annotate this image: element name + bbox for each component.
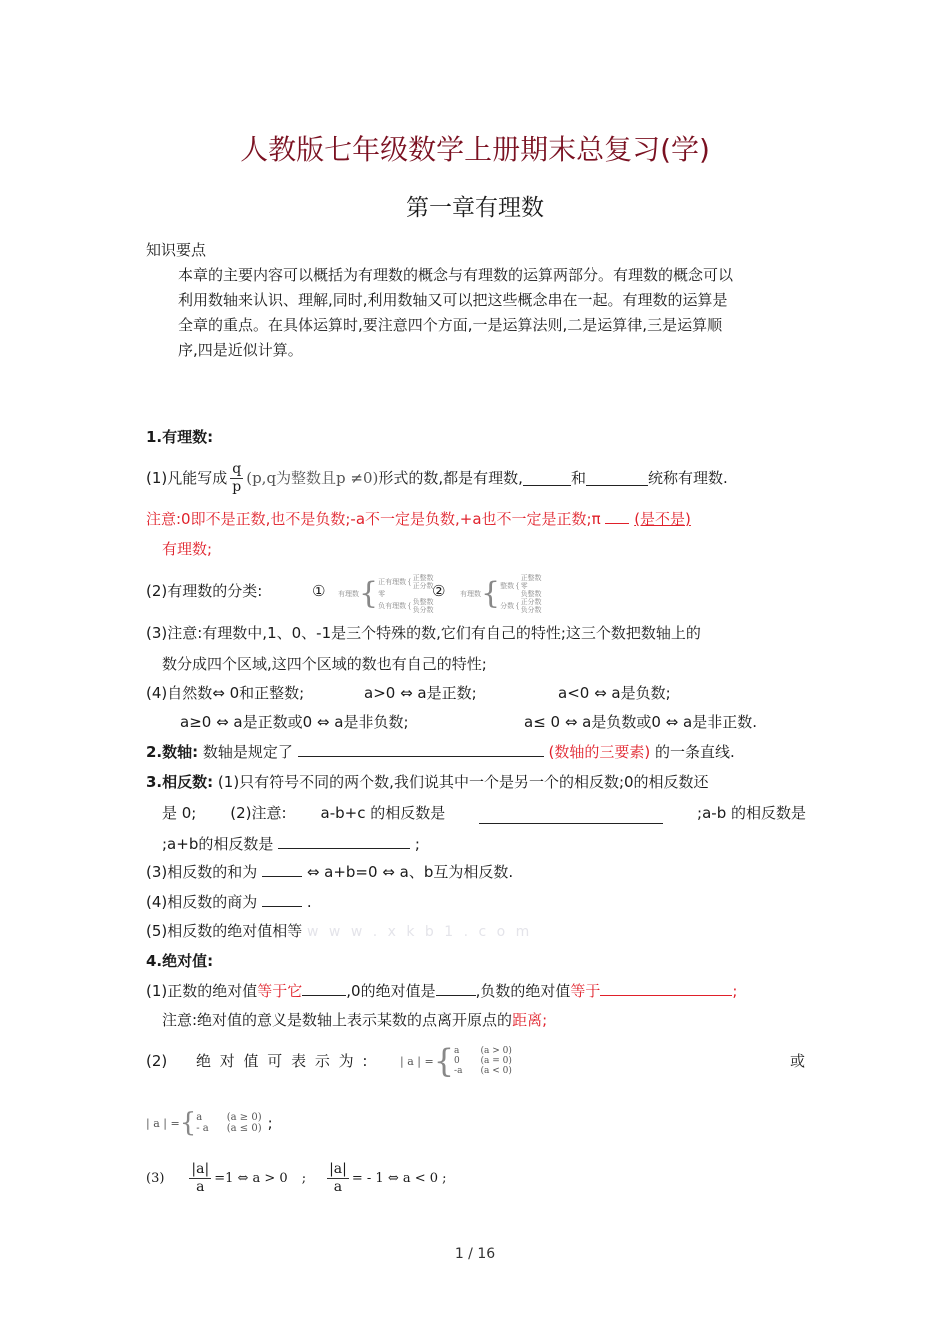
s2-end: 的一条直线. — [655, 743, 735, 761]
class1-b: 负有理数 — [378, 602, 407, 610]
s3-line2d: ;a-b 的相反数是 — [697, 804, 806, 822]
s1-p1-end: 统称有理数. — [647, 469, 728, 487]
section-3-line-3 — [162, 833, 420, 855]
s3-line2b: (2)注意: — [230, 804, 287, 822]
fraction-denominator: a — [196, 1178, 205, 1195]
circle-1: ① — [312, 582, 326, 600]
chapter-title: 第一章有理数 — [406, 195, 544, 221]
section-2 — [146, 741, 735, 763]
s4-p3-sep: ; — [301, 1170, 307, 1186]
class2-a2: 零 — [520, 582, 528, 590]
abs-formula-1 — [400, 1042, 512, 1080]
case2-1: a — [196, 1112, 203, 1123]
blank-ab[interactable] — [278, 833, 410, 849]
s4-p1a: (1)正数的绝对值 — [146, 982, 258, 1000]
fraction-abs-a-over-a — [189, 1161, 211, 1196]
abs2-lhs: | a | = — [146, 1116, 180, 1130]
case-2: 0 — [454, 1056, 460, 1066]
s3-p4 — [146, 891, 312, 913]
s1-p4-line-2b: a≤ 0 ⇔ a是负数或0 ⇔ a是非正数. — [524, 713, 757, 731]
class2-b2: 负分数 — [520, 606, 542, 614]
s1-p4-line-2a: a≥0 ⇔ a是正数或0 ⇔ a是非负数; — [180, 713, 409, 731]
class2-a3: 负整数 — [520, 590, 542, 598]
case-3: -a — [454, 1066, 463, 1076]
intro-line-3: 全章的重点。在具体运算时,要注意四个方面,一是运算法则,二是运算律,三是运算顺 — [178, 316, 723, 334]
section-4-heading: 4.绝对值: — [146, 952, 214, 970]
s3-p3 — [146, 861, 513, 883]
class1-b1: 负整数 — [412, 598, 434, 606]
classification-1: 有理数 { 正有理数 { 正整数 正分数 零 负有理数 { 负整数 负分数 — [338, 574, 434, 614]
s4-p2-label: (2) — [146, 1052, 168, 1070]
class2-a: 整数 — [500, 582, 515, 590]
page-title: 人教版七年级数学上册期末总复习(学) — [240, 133, 710, 166]
cond-2: (a = 0) — [480, 1056, 512, 1066]
s2-text: 数轴是规定了 — [202, 743, 293, 761]
blank-sum[interactable] — [262, 861, 302, 877]
blank-quotient[interactable] — [262, 891, 302, 907]
intro-line-1: 本章的主要内容可以概括为有理数的概念与有理数的运算两部分。有理数的概念可以 — [178, 266, 734, 284]
blank-axis[interactable] — [298, 741, 544, 757]
fraction-numerator: |a| — [329, 1160, 347, 1177]
s4-p2-or: 或 — [790, 1052, 806, 1070]
blank-pi[interactable] — [605, 508, 629, 524]
s4-note-a: 注意:绝对值的意义是数轴上表示某数的点离开原点的 — [162, 1011, 513, 1029]
s4-p1f: ; — [732, 982, 738, 1000]
cond-1: (a > 0) — [480, 1046, 512, 1056]
s3-p3a: (3)相反数的和为 — [146, 863, 258, 881]
s3-p4a: (4)相反数的商为 — [146, 893, 258, 911]
s4-p1d: ,负数的绝对值 — [475, 982, 571, 1000]
intro-line-4: 序,四是近似计算。 — [178, 341, 303, 359]
class2-b: 分数 — [500, 602, 515, 610]
s4-p1 — [146, 980, 737, 1002]
class1-zero: 零 — [378, 590, 386, 598]
circle-2: ② — [432, 582, 446, 600]
class1-a1: 正整数 — [412, 574, 434, 582]
class1-a: 正有理数 — [378, 578, 407, 586]
s2-paren: (数轴的三要素) — [548, 743, 651, 761]
s1-p4-line-1c: a<0 ⇔ a是负数; — [558, 684, 671, 702]
blank-abc[interactable] — [479, 808, 663, 824]
intro-label: 知识要点 — [146, 241, 207, 259]
s3-line3a: ;a+b的相反数是 — [162, 835, 274, 853]
section-3-heading: 3.相反数: — [146, 773, 214, 791]
blank-1[interactable] — [523, 470, 571, 486]
section-3-line-2 — [162, 802, 806, 824]
s1-note-line-1 — [146, 508, 691, 530]
s1-p4-line-1a: (4)自然数⇔ 0和正整数; — [146, 684, 305, 702]
class1-root: 有理数 — [338, 590, 359, 598]
cond-3: (a < 0) — [480, 1066, 512, 1076]
class2-a1: 正整数 — [520, 574, 542, 582]
fraction-abs-a-over-a-2 — [327, 1161, 349, 1196]
s4-p2-text: 绝 对 值 可 表 示 为 : — [196, 1052, 370, 1070]
s1-note-line-2: 有理数; — [162, 540, 213, 558]
class2-b1: 正分数 — [520, 598, 542, 606]
s1-note-paren: (是不是) — [634, 510, 691, 528]
s1-note-text: 注意:0即不是正数,也不是负数;-a不一定是负数,+a也不一定是正数;π — [146, 510, 601, 528]
s4-note — [162, 1009, 547, 1031]
s1-p4-line-1b: a>0 ⇔ a是正数; — [364, 684, 477, 702]
section-1-heading: 1.有理数: — [146, 428, 214, 446]
s1-p3-line-1: (3)注意:有理数中,1、0、-1是三个特殊的数,它们有自己的特性;这三个数把数轴上的 — [146, 624, 701, 642]
s1-p1-condition: (p,q为整数且p ≠0) — [246, 469, 379, 487]
s3-line2a: 是 0; — [162, 804, 197, 822]
s1-p1-mid: 形式的数,都是有理数, — [378, 469, 523, 487]
s4-p3-label: (3) — [146, 1170, 165, 1186]
s3-p4b: . — [306, 893, 312, 911]
blank-pos-abs[interactable] — [302, 980, 346, 996]
brace-icon: { — [179, 1108, 197, 1138]
s1-p1 — [146, 458, 728, 498]
cond2-2: (a ≤ 0) — [226, 1123, 262, 1134]
fraction-denominator: p — [232, 478, 242, 495]
s1-p3-line-2: 数分成四个区域,这四个区域的数也有自己的特性; — [162, 655, 487, 673]
blank-2[interactable] — [586, 470, 648, 486]
brace-icon: { — [359, 576, 379, 611]
s4-note-b: 距离 — [512, 1011, 543, 1029]
s3-p5 — [146, 920, 532, 943]
fraction-numerator: |a| — [191, 1160, 210, 1177]
classification-2: 有理数 { 整数 { 正整数 零 负整数 分数 { 正分数 负分数 — [460, 574, 542, 614]
blank-zero-abs[interactable] — [436, 980, 476, 996]
s3-p5-text: (5)相反数的绝对值相等 — [146, 922, 303, 940]
s4-p1e: 等于 — [570, 982, 601, 1000]
s3-line1: (1)只有符号不同的两个数,我们说其中一个是另一个的相反数;0的相反数还 — [217, 773, 709, 791]
brace-icon: { — [481, 576, 501, 611]
fraction-numerator: q — [232, 460, 242, 477]
s1-p1-prefix: (1)凡能写成 — [146, 469, 228, 487]
abs2-end: ; — [267, 1114, 273, 1132]
s3-line2c: a-b+c 的相反数是 — [320, 804, 446, 822]
s3-line3b: ; — [414, 835, 420, 853]
class1-a2: 正分数 — [412, 582, 434, 590]
s4-p1c: ,0的绝对值是 — [346, 982, 436, 1000]
abs-formula-2 — [146, 1110, 273, 1136]
s4-p1b: 等于它 — [257, 982, 303, 1000]
abs-lhs: | a | = — [400, 1054, 434, 1068]
section-2-heading: 2.数轴: — [146, 743, 199, 761]
s3-p3b: ⇔ a+b=0 ⇔ a、b互为相反数. — [306, 863, 514, 881]
fraction-q-over-p — [230, 461, 243, 496]
s4-p3-b: = - 1 ⇔ a < 0 ; — [351, 1170, 447, 1186]
brace-icon: { — [433, 1042, 455, 1080]
s1-p2-label: (2)有理数的分类: — [146, 582, 263, 600]
s4-note-c: ; — [542, 1011, 548, 1029]
case-1: a — [454, 1046, 460, 1056]
case2-2: - a — [196, 1123, 209, 1134]
s4-p3 — [146, 1156, 447, 1200]
blank-neg-abs[interactable] — [600, 980, 732, 996]
s1-p1-and: 和 — [570, 469, 586, 487]
intro-line-2: 利用数轴来认识、理解,同时,利用数轴又可以把这些概念串在一起。有理数的运算是 — [178, 291, 728, 309]
watermark: w w w . x k b 1 . c o m — [307, 924, 533, 940]
cond2-1: (a ≥ 0) — [226, 1112, 262, 1123]
class2-root: 有理数 — [460, 590, 481, 598]
fraction-denominator: a — [333, 1178, 343, 1195]
class1-b2: 负分数 — [412, 606, 434, 614]
s4-p3-a: =1 ⇔ a > 0 — [214, 1170, 288, 1186]
page-number: 1 / 16 — [454, 1246, 496, 1262]
section-3-line-1 — [146, 771, 709, 793]
